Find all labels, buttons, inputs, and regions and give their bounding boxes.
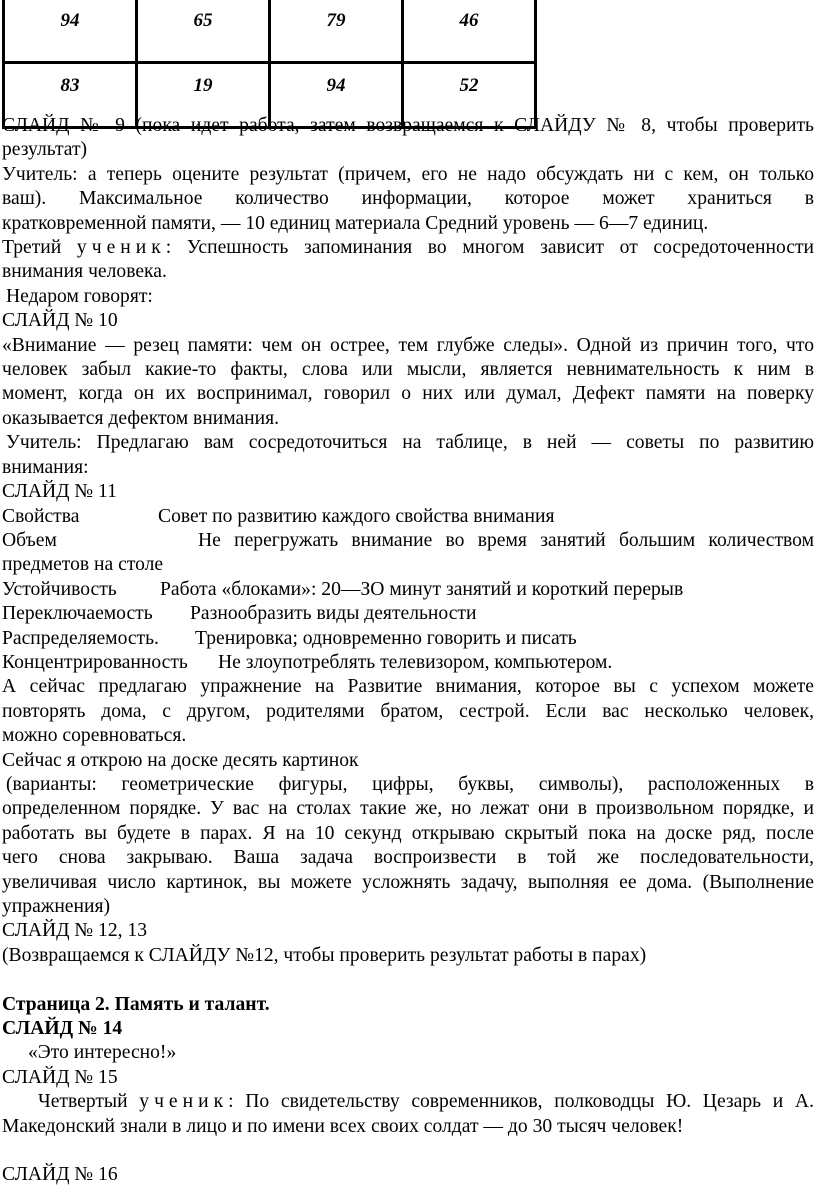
table-cell: 46 [403,0,536,63]
spaced-word: ученик [76,237,166,259]
slide-label: СЛАЙД № 15 [2,1066,118,1088]
document-body [2,114,814,1188]
property-advice: Тренировка; одновременно говорить и писать [195,627,577,649]
blank-line [2,1139,814,1163]
text-line: (Возвращаемся к СЛАЙДУ №12, чтобы проверить результат работы в парах) [2,944,647,966]
text-line: оказывается дефектом внимания. [2,407,280,429]
property-name: Распределяемость. [2,627,159,649]
text-line [2,1090,814,1114]
text-line: внимания: [2,456,89,478]
table-cell: 94 [270,63,403,128]
advice-row [2,651,814,675]
slide-label: СЛАЙД № 10 [2,310,118,332]
slide-label: СЛАЙД № 16 [2,1164,118,1186]
text-line [2,236,814,260]
text-line: кратковременной памяти, — 10 единиц материала Средний уровень — 6—7 единиц. [2,212,709,234]
text-line: А сейчас предлагаю упражнение на Развитие внимания, которое вы с успехом можете [2,676,814,698]
text-line: работать вы будете в парах. Я на 10 секунд открываю скрытый пока на доске ряд, после [2,822,814,844]
text-line: внимания человека. [2,261,167,283]
property-name: Свойства [2,505,80,527]
text-line: чего снова закрываю. Ваша задача воспроизвести в той же последовательности, [2,847,814,869]
property-name: Концентрированность [2,651,188,673]
text-line: предметов на столе [2,554,164,576]
table-row [4,0,536,63]
section-heading: Страница 2. Память и талант. [2,993,270,1015]
text-line: момент, когда он их воспринимал, говорил о них или думал, Дефект памяти на поверку [2,383,814,405]
advice-row [2,578,814,602]
property-advice: Не злоупотреблять телевизором, компьютером. [218,651,613,673]
advice-row [2,529,814,553]
property-advice: Работа «блоками»: 20—ЗО минут занятий и короткий перерыв [160,578,684,600]
text-span: : По свидетельству современников, полководцы Ю. Цезарь и А. [228,1091,814,1113]
text-span: Третий [2,237,77,259]
property-advice: Совет по развитию каждого свойства внимания [158,505,555,527]
advice-row [2,602,814,626]
text-span: : Успешность запоминания во многом зависит от сосредоточенности [165,237,814,259]
text-line: определенном порядке. У вас на столах такие же, но лежат они в произвольном порядке, и [2,798,814,820]
property-advice: Не перегружать внимание во время занятий большим количеством [198,529,814,551]
property-advice: Разнообразить виды деятельности [190,603,477,625]
table-cell: 83 [4,63,137,128]
text-line: Учитель: Предлагаю вам сосредоточиться на таблице, в ней — советы по развитию [6,432,814,454]
text-line: увеличивая число картинок, вы можете усложнять задачу, выполняя ее дома. (Выполнение [2,871,814,893]
text-line: можно соревноваться. [2,725,187,747]
text-span: Четвертый [38,1091,140,1113]
text-line: повторять дома, с другом, родителями братом, сестрой. Если вас несколько человек, [2,700,814,722]
text-line: Македонский знали в лицо и по имени всех своих солдат — до 30 тысяч человек! [2,1115,684,1137]
text-line: (варианты: геометрические фигуры, цифры, буквы, символы), расположенных в [6,773,814,795]
table-cell: 94 [4,0,137,63]
text-line: человек забыл какие-то факты, слова или мысли, является невнимательность к ним в [2,359,814,381]
property-name: Переключаемость [2,603,153,625]
table-cell: 79 [270,0,403,63]
property-name: Объем [2,529,57,551]
text-line: «Это интересно!» [28,1042,177,1064]
number-table [2,0,537,129]
table-cell: 52 [403,63,536,128]
slide-label: СЛАЙД № 12, 13 [2,920,148,942]
text-line: Сейчас я открою на доске десять картинок [2,749,359,771]
slide-label: СЛАЙД № 11 [2,481,117,503]
text-line: упражнения) [2,896,111,917]
spaced-word: ученик [139,1091,229,1113]
advice-row [2,627,814,651]
text-line: «Внимание — резец памяти: чем он острее, тем глубже следы». Одной из причин того, что [2,334,814,356]
text-line: СЛАЙД № 9 (пока идет работа, затем возвращаемся к СЛАЙДУ № 8, чтобы проверить [2,115,814,136]
advice-row [2,505,814,529]
text-line: результат) [2,139,88,161]
text-line: ваш). Максимальное количество информации, которое может храниться в [2,188,814,210]
blank-line [2,968,814,992]
text-line: Недаром говорят: [6,285,153,307]
table-cell: 65 [137,0,270,63]
text-line: Учитель: а теперь оцените результат (причем, его не надо обсуждать ни с кем, он только [2,163,814,185]
slide-heading: СЛАЙД № 14 [2,1018,123,1040]
property-name: Устойчивость [2,578,117,600]
table-cell: 19 [137,63,270,128]
